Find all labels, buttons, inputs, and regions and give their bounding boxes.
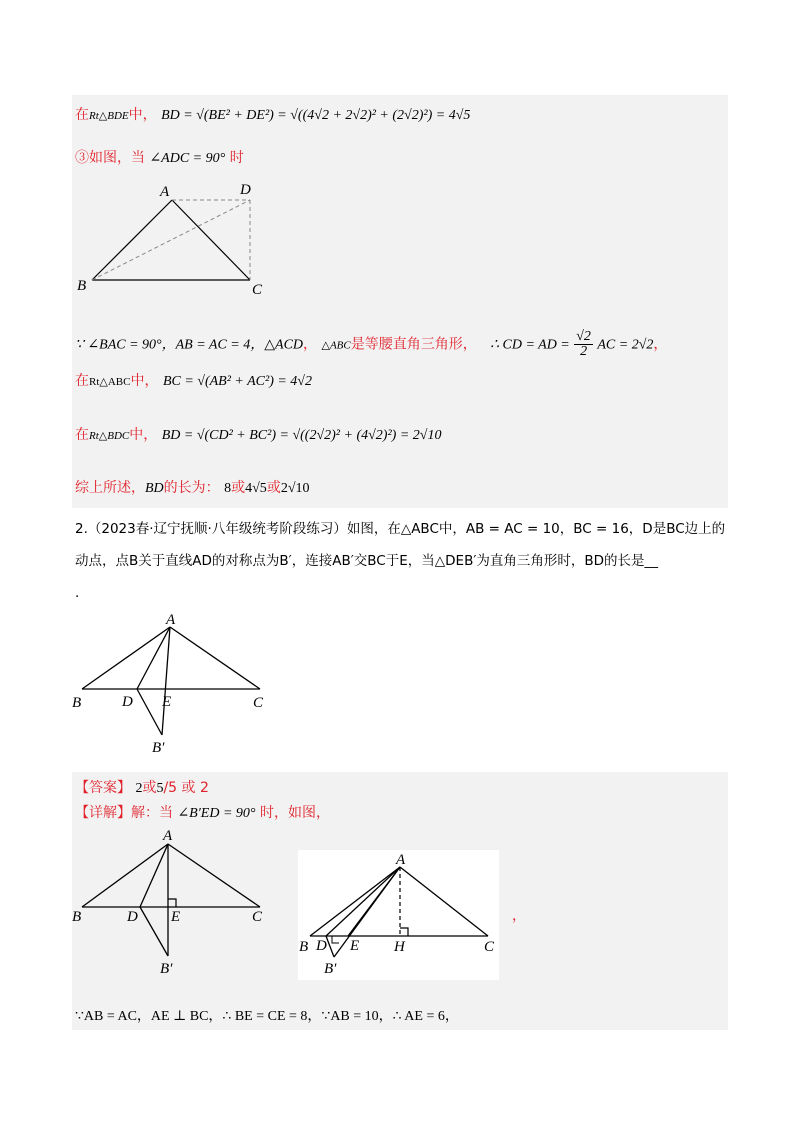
text-zai: 在 (75, 427, 89, 443)
figure-comma: ， (512, 908, 526, 924)
detail-tag: 【详解】 (75, 805, 131, 821)
segment-db-prime (326, 936, 334, 957)
answer-rest: /5 或 2 (163, 780, 209, 796)
value-4sqrt5: 4√5 (245, 481, 267, 496)
answer-value-5: 5 (156, 781, 164, 796)
bd-symbol: BD (145, 481, 164, 496)
point-b-prime: B′ (152, 740, 165, 756)
segment-ad (137, 627, 170, 689)
point-d: D (240, 182, 251, 198)
point-b-prime: B′ (324, 961, 337, 977)
text-shi: 时 (229, 150, 244, 166)
comma-end: ， (653, 336, 668, 353)
point-a: A (396, 852, 406, 868)
formula-bc: BC = √(AB² + AC²) = 4√2 (162, 374, 312, 389)
text-zhong: 中， (129, 427, 158, 443)
segment-ac (170, 627, 260, 689)
solution-line-6 (75, 478, 310, 499)
segment-ab-prime (334, 867, 400, 957)
segment-bd (92, 200, 250, 280)
solution-line-1 (75, 105, 470, 126)
text-zai: 在 (75, 373, 89, 389)
figure-answer-left (70, 826, 280, 978)
angle-condition: ∠ADC = 90° (149, 151, 226, 166)
formula-bd-bdc: BD = √(CD² + BC²) = √((2√2)² + (4√2)²) = 2√10 (161, 428, 442, 443)
point-b: B (77, 278, 87, 294)
triangle-label: Rt△BDE (89, 110, 129, 122)
frac-denominator: 2 (580, 344, 588, 359)
figure-case-three (72, 178, 272, 300)
question-2-line-2: 动点，点B关于直线AD的对称点为B′，连接AB′交BC于E，当△DEB′为直角三角形时，BD的长是__ (75, 553, 659, 569)
point-d: D (316, 938, 327, 954)
ac-value: AC = 2√2 (597, 337, 654, 353)
comma: ， (303, 336, 318, 353)
segment-db-prime (140, 907, 168, 956)
segment-ad (326, 867, 400, 936)
cd-ad-expression: ∴ CD = AD = (490, 337, 570, 353)
figure-question-2 (70, 610, 280, 760)
angle-condition: ∠B′ED = 90° (177, 806, 256, 821)
answer-tag: 【答案】 (75, 780, 131, 796)
answer-last-line (75, 1006, 459, 1027)
case-three-label: ③如图，当 (75, 150, 145, 166)
or-text: 或 (266, 480, 281, 496)
solution-line-5 (75, 425, 441, 446)
detail-end: 时，如图， (259, 805, 330, 821)
solution-line-2 (75, 148, 244, 169)
point-a: A (160, 184, 170, 200)
triangle-abc: △ABC (321, 339, 351, 352)
length-text: 的长为： (163, 480, 220, 496)
segment-ab-prime (162, 627, 170, 735)
right-angle-mark (168, 899, 176, 907)
segment-ab (82, 627, 170, 689)
segment-ab (92, 200, 172, 280)
or-text: 或 (142, 780, 157, 796)
right-angle-mark-h (400, 928, 408, 936)
solution-line-3 (75, 330, 667, 359)
point-e: E (162, 694, 172, 710)
or-text: 或 (231, 480, 246, 496)
segment-ac (168, 844, 260, 907)
point-e: E (171, 909, 181, 925)
text-zai: 在 (75, 107, 89, 123)
right-angle-mark-d (332, 936, 339, 943)
point-b: B (72, 695, 82, 711)
question-2-line-1: 2.（2023春·辽宁抚顺·八年级统考阶段练习）如图，在△ABC中，AB = AC = 10，BC = 16，D是BC边上的 (75, 521, 726, 537)
frac-numerator: √2 (576, 329, 591, 344)
segment-ab (82, 844, 168, 907)
given-statement: ∵ ∠BAC = 90°，AB = AC = 4，△ACD (75, 337, 304, 353)
segment-ad (140, 844, 168, 907)
triangle-label: Rt△ABC (89, 376, 131, 388)
point-d: D (122, 694, 133, 710)
point-b-prime: B′ (160, 961, 173, 977)
point-c: C (252, 282, 263, 298)
triangle-label: Rt△BDC (89, 430, 130, 442)
figure-answer-right-frame (298, 850, 499, 980)
segment-ac (400, 867, 488, 936)
point-e: E (350, 938, 360, 954)
point-h: H (394, 939, 405, 955)
point-d: D (127, 909, 138, 925)
summary-text: 综上所述， (75, 480, 145, 496)
formula-bd-bde: BD = √(BE² + DE²) = √((4√2 + 2√2)² + (2√2)²) = 4√5 (161, 108, 471, 123)
figure-answer-right (298, 850, 499, 980)
detail-line (75, 803, 330, 824)
text-zhong: 中， (128, 107, 157, 123)
point-a: A (163, 828, 173, 844)
point-a: A (166, 612, 176, 628)
point-c: C (253, 695, 264, 711)
isosceles-text: 是等腰直角三角形， (350, 336, 477, 353)
point-c: C (484, 939, 495, 955)
segment-db-prime (137, 689, 162, 735)
detail-text: 解：当 (131, 805, 173, 821)
question-2-line-3: . (75, 585, 80, 601)
point-c: C (252, 909, 263, 925)
text-zhong: 中， (130, 373, 159, 389)
fraction-sqrt2-over-2 (574, 330, 593, 359)
value-2sqrt10: 2√10 (280, 481, 310, 496)
point-b: B (72, 909, 82, 925)
point-b: B (299, 939, 309, 955)
segment-ac (172, 200, 250, 280)
answer-value-2: 2 (135, 781, 143, 796)
solution-line-4 (75, 371, 312, 392)
formula-be-ce-ae: ∵AB = AC，AE ⊥ BC，∴ BE = CE = 8，∵AB = 10，∴ AE = 6， (75, 1009, 459, 1024)
answer-line (75, 778, 209, 799)
value-8: 8 (224, 481, 232, 496)
